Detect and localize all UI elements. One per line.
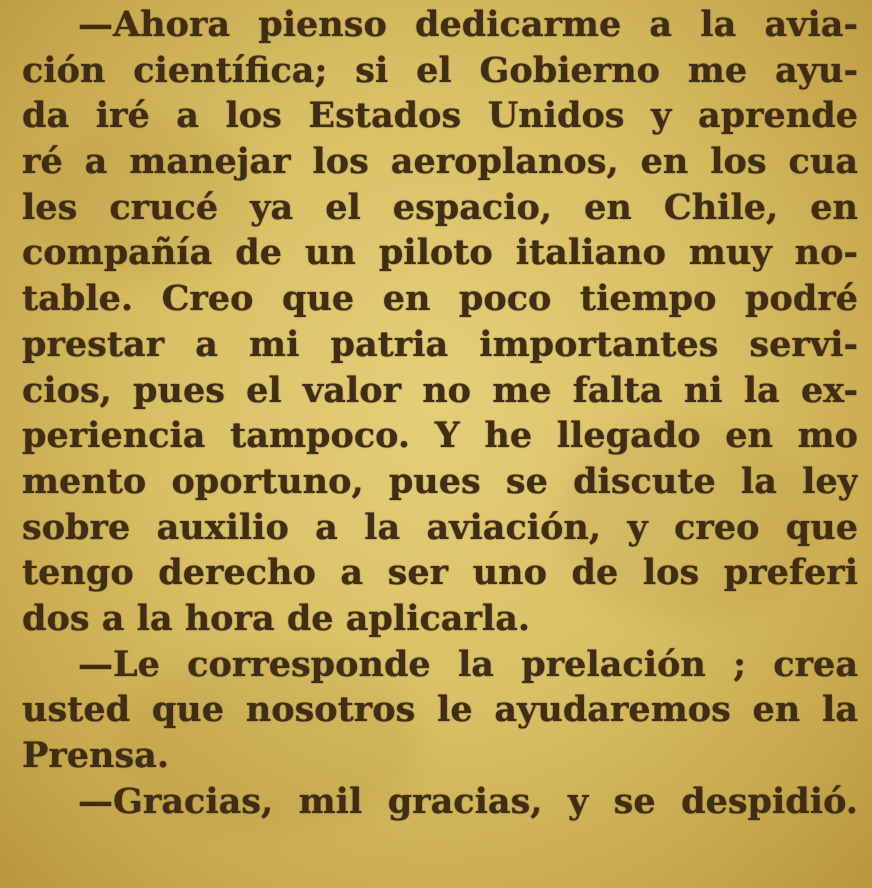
text-line: table. Creo que en poco tiempo podré — [22, 278, 858, 320]
text-line: mento oportuno, pues se discute la ley — [22, 460, 858, 502]
text-line: ción científica; si el Gobierno me ayu- — [22, 49, 858, 91]
text-line: —Ahora pienso dedicarme a la avia- — [78, 4, 858, 45]
text-line: prestar a mi patria importantes servi- — [22, 323, 858, 365]
text-line: periencia tampoco. Y he llegado en mo — [22, 415, 858, 457]
text-line: cios, pues el valor no me falta ni la ex- — [22, 369, 858, 411]
text-line: dos a la hora de aplicarla. — [22, 597, 531, 639]
text-line: —Gracias, mil gracias, y se despidió. — [78, 780, 858, 822]
text-line: compañía de un piloto italiano muy no- — [22, 232, 858, 274]
text-line: tengo derecho a ser uno de los preferi — [22, 552, 858, 594]
article-text-column — [22, 0, 858, 824]
text-line: —Le corresponde la prelación ; crea — [78, 643, 858, 685]
text-line: sobre auxilio a la aviación, y creo que — [22, 506, 858, 548]
text-line: usted que nosotros le ayudaremos en la — [22, 689, 858, 731]
text-line: da iré a los Estados Unidos y aprende — [22, 95, 858, 137]
text-line: ré a manejar los aeroplanos, en los cua — [22, 141, 858, 183]
text-line: les crucé ya el espacio, en Chile, en — [22, 186, 858, 228]
text-line: Prensa. — [22, 735, 170, 776]
